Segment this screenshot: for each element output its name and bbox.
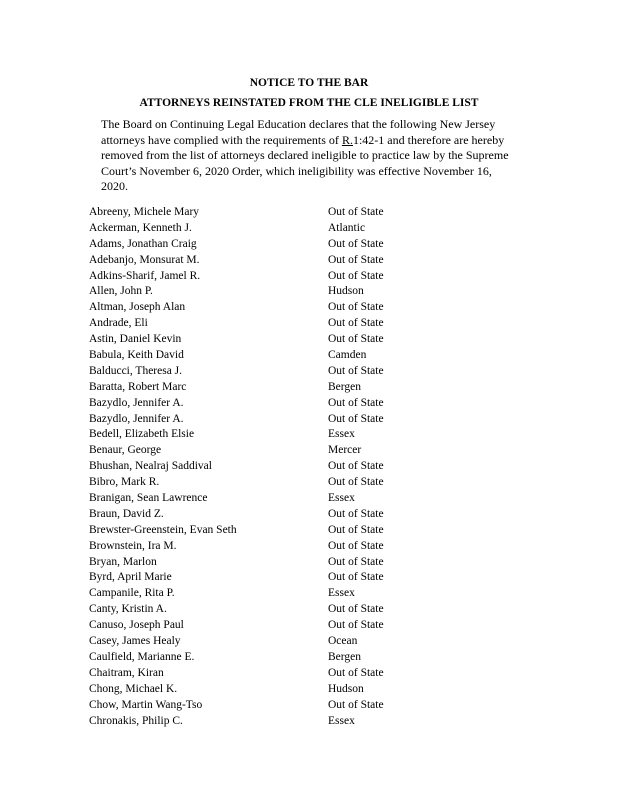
- list-item: [0, 475, 618, 491]
- list-item: [0, 300, 618, 316]
- list-item: [0, 586, 618, 602]
- attorney-name: Bhushan, Nealraj Saddival: [89, 460, 212, 473]
- attorney-county: Out of State: [328, 698, 384, 711]
- attorney-name: Branigan, Sean Lawrence: [89, 492, 208, 505]
- list-item: [0, 221, 618, 237]
- list-item: [0, 507, 618, 523]
- attorney-name: Benaur, George: [89, 444, 162, 457]
- notice-heading: NOTICE TO THE BAR: [249, 77, 369, 89]
- attorney-county: Out of State: [328, 523, 384, 536]
- attorney-county: Out of State: [328, 269, 384, 282]
- attorney-name: Byrd, April Marie: [89, 571, 172, 584]
- attorney-name: Altman, Joseph Alan: [89, 301, 186, 314]
- list-item: [0, 205, 618, 221]
- list-item: [0, 539, 618, 555]
- attorney-county: Out of State: [328, 412, 384, 425]
- attorney-name: Chow, Martin Wang-Tso: [89, 698, 203, 711]
- list-item: [0, 427, 618, 443]
- list-item: [0, 412, 618, 428]
- list-item: [0, 253, 618, 269]
- attorney-county: Out of State: [328, 476, 384, 489]
- attorney-county: Out of State: [328, 603, 384, 616]
- list-item: [0, 682, 618, 698]
- list-item: [0, 364, 618, 380]
- attorney-county: Mercer: [328, 444, 362, 457]
- list-item: [0, 602, 618, 618]
- attorney-name: Canuso, Joseph Paul: [89, 619, 184, 632]
- attorney-county: Out of State: [328, 555, 384, 568]
- list-item: [0, 698, 618, 714]
- attorney-name: Canty, Kristin A.: [89, 603, 167, 616]
- attorney-name: Bibro, Mark R.: [89, 476, 160, 489]
- list-item: [0, 491, 618, 507]
- attorney-name: Andrade, Eli: [89, 317, 148, 330]
- intro-paragraph: [101, 117, 521, 195]
- attorney-name: Adams, Jonathan Craig: [89, 237, 197, 250]
- attorney-county: Out of State: [328, 333, 384, 346]
- attorney-name: Campanile, Rita P.: [89, 587, 175, 600]
- attorney-county: Out of State: [328, 507, 384, 520]
- attorney-county: Out of State: [328, 237, 384, 250]
- attorney-name: Bryan, Marlon: [89, 555, 157, 568]
- rule-reference: R.: [341, 132, 353, 147]
- list-item: [0, 523, 618, 539]
- attorney-county: Atlantic: [328, 221, 366, 234]
- list-item: [0, 666, 618, 682]
- list-item: [0, 459, 618, 475]
- list-item: [0, 269, 618, 285]
- attorney-name: Chong, Michael K.: [89, 682, 178, 695]
- attorney-name: Brewster-Greenstein, Evan Seth: [89, 523, 237, 536]
- attorney-county: Hudson: [328, 285, 364, 298]
- attorney-name: Abreeny, Michele Mary: [89, 206, 200, 218]
- attorney-name: Brownstein, Ira M.: [89, 539, 177, 552]
- attorney-county: Out of State: [328, 253, 384, 266]
- attorney-name: Bedell, Elizabeth Elsie: [89, 428, 195, 441]
- attorney-name: Chronakis, Philip C.: [89, 714, 183, 727]
- list-item: [0, 714, 618, 730]
- list-item: [0, 555, 618, 571]
- attorney-name: Bazydlo, Jennifer A.: [89, 412, 184, 425]
- attorney-county: Out of State: [328, 571, 384, 584]
- attorney-name: Ackerman, Kenneth J.: [89, 221, 192, 234]
- list-item: [0, 237, 618, 253]
- list-item: [0, 634, 618, 650]
- attorney-county: Out of State: [328, 317, 384, 330]
- attorney-name: Babula, Keith David: [89, 349, 184, 362]
- attorney-county: Bergen: [328, 380, 362, 393]
- attorney-county: Bergen: [328, 650, 362, 663]
- attorney-name: Braun, David Z.: [89, 507, 164, 520]
- intro-text-part2: 1:42-1 and therefore are hereby removed from the list of attorneys declared ineligible to practice law by the Supreme Court’s November 6, 2020 Order, which ineligibility was effective November 16, 2020.: [101, 132, 509, 193]
- attorney-county: Out of State: [328, 206, 384, 218]
- attorney-name: Balducci, Theresa J.: [89, 364, 183, 377]
- attorney-county: Out of State: [328, 619, 384, 632]
- attorney-list: [0, 205, 618, 729]
- attorney-county: Hudson: [328, 682, 364, 695]
- attorney-name: Astin, Daniel Kevin: [89, 333, 182, 346]
- attorney-county: Out of State: [328, 460, 384, 473]
- list-item: [0, 570, 618, 586]
- list-item: [0, 316, 618, 332]
- attorney-county: Ocean: [328, 635, 358, 648]
- intro-text-part1: The Board on Continuing Legal Education declares that the following New Jersey attorneys have complied with the requirements of: [101, 117, 496, 147]
- attorney-county: Out of State: [328, 396, 384, 409]
- attorney-name: Adkins-Sharif, Jamel R.: [89, 269, 201, 282]
- attorney-county: Essex: [328, 492, 355, 505]
- attorney-name: Baratta, Robert Marc: [89, 380, 187, 393]
- attorney-name: Casey, James Healy: [89, 635, 181, 648]
- list-item: [0, 650, 618, 666]
- list-item: [0, 284, 618, 300]
- list-item: [0, 380, 618, 396]
- notice-subheading: ATTORNEYS REINSTATED FROM THE CLE INELIGIBLE LIST: [139, 97, 479, 109]
- attorney-name: Allen, John P.: [89, 285, 153, 298]
- list-item: [0, 443, 618, 459]
- list-item: [0, 618, 618, 634]
- attorney-county: Essex: [328, 587, 355, 600]
- attorney-county: Essex: [328, 714, 355, 727]
- attorney-name: Chaitram, Kiran: [89, 666, 164, 679]
- attorney-county: Camden: [328, 349, 367, 362]
- attorney-county: Out of State: [328, 666, 384, 679]
- attorney-county: Out of State: [328, 301, 384, 314]
- attorney-name: Adebanjo, Monsurat M.: [89, 253, 200, 266]
- list-item: [0, 348, 618, 364]
- attorney-county: Out of State: [328, 364, 384, 377]
- list-item: [0, 396, 618, 412]
- attorney-county: Essex: [328, 428, 355, 441]
- attorney-name: Bazydlo, Jennifer A.: [89, 396, 184, 409]
- list-item: [0, 332, 618, 348]
- attorney-name: Caulfield, Marianne E.: [89, 650, 195, 663]
- attorney-county: Out of State: [328, 539, 384, 552]
